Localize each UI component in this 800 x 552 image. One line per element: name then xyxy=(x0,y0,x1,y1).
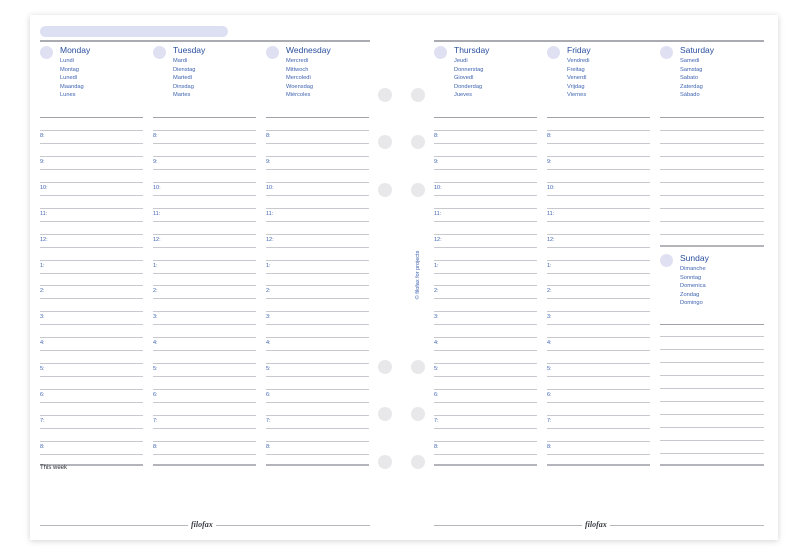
hour-rule xyxy=(266,260,369,261)
hour-rule xyxy=(40,260,143,261)
sunday-rule xyxy=(660,336,764,337)
hour-label: 3: xyxy=(434,314,439,320)
this-week-label: This week xyxy=(40,465,68,471)
ring-hole xyxy=(411,455,425,469)
column-head-rule xyxy=(434,117,537,118)
half-hour-rule xyxy=(434,454,537,455)
hour-label: 12: xyxy=(266,237,274,243)
half-hour-rule xyxy=(153,454,256,455)
hour-label: 4: xyxy=(547,340,552,346)
hour-rule xyxy=(153,337,256,338)
hour-label: 10: xyxy=(153,185,161,191)
hour-rule xyxy=(434,363,537,364)
hour-label: 1: xyxy=(153,263,158,269)
column-base-rule xyxy=(153,464,256,466)
hour-rule xyxy=(266,441,369,442)
hour-label: 4: xyxy=(153,340,158,346)
hour-label: 10: xyxy=(40,185,48,191)
day-tuesday xyxy=(153,46,253,106)
half-hour-rule xyxy=(153,324,256,325)
column-base-rule xyxy=(434,464,537,466)
half-hour-rule xyxy=(153,143,256,144)
hour-rule xyxy=(153,182,256,183)
hour-rule xyxy=(40,130,143,131)
day-translations: Vendredi Freitag Venerdì Vrijdag Viernes xyxy=(567,58,590,99)
saturday-rule xyxy=(660,195,764,196)
hour-label: 2: xyxy=(547,288,552,294)
half-hour-rule xyxy=(434,402,537,403)
half-hour-rule xyxy=(40,273,143,274)
day-thursday xyxy=(434,46,534,106)
half-hour-rule xyxy=(153,376,256,377)
hour-label: 1: xyxy=(266,263,271,269)
day-name: Saturday xyxy=(680,45,715,55)
half-hour-rule xyxy=(266,350,369,351)
hour-rule xyxy=(153,156,256,157)
hour-rule xyxy=(40,337,143,338)
day-translations: Samedi Samstag Sabato Zaterdag Sábado xyxy=(680,58,703,99)
sunday-rule xyxy=(660,388,764,389)
hour-rule xyxy=(547,208,650,209)
hour-rule xyxy=(434,337,537,338)
column-head-rule xyxy=(547,117,650,118)
hour-label: 8: xyxy=(547,444,552,450)
hour-label: 5: xyxy=(153,366,158,372)
half-hour-rule xyxy=(547,298,650,299)
hour-rule xyxy=(434,260,537,261)
hour-label: 8: xyxy=(434,133,439,139)
ring-hole xyxy=(411,360,425,374)
hour-label: 5: xyxy=(547,366,552,372)
hour-label: 11: xyxy=(547,211,555,217)
hour-rule xyxy=(40,441,143,442)
hour-label: 6: xyxy=(547,392,552,398)
half-hour-rule xyxy=(434,428,537,429)
hour-label: 8: xyxy=(40,133,45,139)
ring-hole xyxy=(411,135,425,149)
hour-label: 12: xyxy=(40,237,48,243)
hour-label: 5: xyxy=(434,366,439,372)
half-hour-rule xyxy=(40,428,143,429)
sunday-rule xyxy=(660,427,764,428)
ring-hole xyxy=(378,88,392,102)
ring-hole xyxy=(378,135,392,149)
half-hour-rule xyxy=(40,350,143,351)
day-dot-icon xyxy=(547,46,560,59)
hour-label: 10: xyxy=(266,185,274,191)
hour-label: 8: xyxy=(153,133,158,139)
hour-rule xyxy=(153,208,256,209)
saturday-head-rule xyxy=(660,117,764,118)
hour-rule xyxy=(434,130,537,131)
hour-label: 11: xyxy=(40,211,48,217)
hour-label: 10: xyxy=(434,185,442,191)
half-hour-rule xyxy=(153,169,256,170)
hour-rule xyxy=(434,415,537,416)
hour-label: 5: xyxy=(40,366,45,372)
saturday-rule xyxy=(660,221,764,222)
hour-rule xyxy=(40,285,143,286)
day-translations: Mardi Dienstag Martedì Dinsdag Martes xyxy=(173,58,196,99)
hour-rule xyxy=(547,130,650,131)
day-dot-icon xyxy=(153,46,166,59)
hour-rule xyxy=(547,441,650,442)
hour-rule xyxy=(40,208,143,209)
day-wednesday xyxy=(266,46,366,106)
half-hour-rule xyxy=(153,428,256,429)
hour-label: 12: xyxy=(153,237,161,243)
hour-label: 5: xyxy=(266,366,271,372)
hour-rule xyxy=(434,156,537,157)
half-hour-rule xyxy=(547,143,650,144)
half-hour-rule xyxy=(40,195,143,196)
hour-label: 8: xyxy=(266,444,271,450)
hour-label: 7: xyxy=(153,418,158,424)
half-hour-rule xyxy=(266,169,369,170)
ring-hole xyxy=(378,183,392,197)
hour-label: 6: xyxy=(153,392,158,398)
half-hour-rule xyxy=(434,324,537,325)
hour-rule xyxy=(266,337,369,338)
half-hour-rule xyxy=(40,402,143,403)
hour-label: 8: xyxy=(266,133,271,139)
day-name: Wednesday xyxy=(286,45,331,55)
sunday-rule xyxy=(660,401,764,402)
half-hour-rule xyxy=(434,273,537,274)
half-hour-rule xyxy=(547,169,650,170)
footer-brand-right: filofax xyxy=(582,520,610,529)
day-name: Sunday xyxy=(680,253,709,263)
hour-rule xyxy=(40,311,143,312)
top-rule-left xyxy=(40,40,370,42)
hour-label: 7: xyxy=(40,418,45,424)
hour-rule xyxy=(153,441,256,442)
hour-rule xyxy=(547,363,650,364)
hour-label: 2: xyxy=(434,288,439,294)
half-hour-rule xyxy=(434,143,537,144)
half-hour-rule xyxy=(40,221,143,222)
day-friday xyxy=(547,46,647,106)
saturday-base-rule xyxy=(660,245,764,247)
hour-rule xyxy=(547,260,650,261)
day-translations: Dimanche Sonntag Domenica Zondag Domingo xyxy=(680,266,706,307)
day-dot-icon xyxy=(434,46,447,59)
day-dot-icon xyxy=(660,254,673,267)
hour-label: 3: xyxy=(40,314,45,320)
half-hour-rule xyxy=(547,247,650,248)
hour-rule xyxy=(547,311,650,312)
ring-hole xyxy=(411,183,425,197)
hour-label: 4: xyxy=(40,340,45,346)
half-hour-rule xyxy=(153,402,256,403)
sunday-rule xyxy=(660,362,764,363)
half-hour-rule xyxy=(434,169,537,170)
half-hour-rule xyxy=(434,350,537,351)
half-hour-rule xyxy=(40,454,143,455)
hour-label: 8: xyxy=(434,444,439,450)
week-label-bar xyxy=(40,26,228,37)
day-name: Friday xyxy=(567,45,591,55)
half-hour-rule xyxy=(40,247,143,248)
half-hour-rule xyxy=(40,169,143,170)
hour-rule xyxy=(266,156,369,157)
half-hour-rule xyxy=(547,195,650,196)
half-hour-rule xyxy=(153,247,256,248)
hour-label: 1: xyxy=(434,263,439,269)
ring-hole xyxy=(378,455,392,469)
hour-rule xyxy=(434,234,537,235)
hour-rule xyxy=(547,285,650,286)
hour-rule xyxy=(547,156,650,157)
sunday-base-rule xyxy=(660,464,764,466)
hour-rule xyxy=(547,389,650,390)
hour-rule xyxy=(434,208,537,209)
ring-hole xyxy=(411,407,425,421)
hour-label: 9: xyxy=(153,159,158,165)
half-hour-rule xyxy=(434,376,537,377)
column-head-rule xyxy=(153,117,256,118)
half-hour-rule xyxy=(547,221,650,222)
hour-label: 12: xyxy=(547,237,555,243)
ring-hole xyxy=(411,88,425,102)
half-hour-rule xyxy=(547,350,650,351)
half-hour-rule xyxy=(153,273,256,274)
hour-label: 7: xyxy=(434,418,439,424)
saturday-rule xyxy=(660,182,764,183)
half-hour-rule xyxy=(40,376,143,377)
hour-rule xyxy=(266,208,369,209)
half-hour-rule xyxy=(434,195,537,196)
column-head-rule xyxy=(266,117,369,118)
hour-label: 9: xyxy=(40,159,45,165)
sunday-rule xyxy=(660,453,764,454)
hour-rule xyxy=(266,130,369,131)
hour-label: 12: xyxy=(434,237,442,243)
day-dot-icon xyxy=(660,46,673,59)
day-translations: Mercredi Mittwoch Mercoledì Woensdag Miércoles xyxy=(286,58,314,99)
saturday-rule xyxy=(660,234,764,235)
hour-rule xyxy=(40,182,143,183)
hour-label: 9: xyxy=(547,159,552,165)
hour-label: 8: xyxy=(40,444,45,450)
hour-rule xyxy=(266,389,369,390)
hour-label: 3: xyxy=(547,314,552,320)
half-hour-rule xyxy=(153,298,256,299)
half-hour-rule xyxy=(266,454,369,455)
half-hour-rule xyxy=(266,143,369,144)
column-base-rule xyxy=(266,464,369,466)
day-name: Monday xyxy=(60,45,91,55)
hour-label: 8: xyxy=(153,444,158,450)
hour-label: 2: xyxy=(266,288,271,294)
half-hour-rule xyxy=(547,402,650,403)
sunday-head-rule xyxy=(660,324,764,325)
hour-rule xyxy=(153,363,256,364)
hour-label: 9: xyxy=(266,159,271,165)
day-name: Tuesday xyxy=(173,45,206,55)
half-hour-rule xyxy=(153,195,256,196)
hour-rule xyxy=(547,234,650,235)
day-name: Thursday xyxy=(454,45,490,55)
day-translations: Jeudi Donnerstag Giovedì Donderdag Jueves xyxy=(454,58,484,99)
ring-hole xyxy=(378,360,392,374)
hour-label: 6: xyxy=(434,392,439,398)
hour-rule xyxy=(153,234,256,235)
hour-rule xyxy=(434,285,537,286)
hour-rule xyxy=(266,415,369,416)
hour-label: 6: xyxy=(40,392,45,398)
hour-label: 4: xyxy=(266,340,271,346)
half-hour-rule xyxy=(40,324,143,325)
saturday-rule xyxy=(660,169,764,170)
half-hour-rule xyxy=(266,273,369,274)
half-hour-rule xyxy=(266,247,369,248)
half-hour-rule xyxy=(266,376,369,377)
hour-rule xyxy=(40,156,143,157)
half-hour-rule xyxy=(266,324,369,325)
hour-label: 10: xyxy=(547,185,555,191)
half-hour-rule xyxy=(434,298,537,299)
half-hour-rule xyxy=(40,298,143,299)
hour-label: 11: xyxy=(153,211,161,217)
saturday-rule xyxy=(660,143,764,144)
half-hour-rule xyxy=(40,143,143,144)
column-base-rule xyxy=(547,464,650,466)
hour-rule xyxy=(153,285,256,286)
hour-label: 4: xyxy=(434,340,439,346)
hour-label: 11: xyxy=(266,211,274,217)
day-monday xyxy=(40,46,140,106)
half-hour-rule xyxy=(434,247,537,248)
hour-label: 11: xyxy=(434,211,442,217)
day-dot-icon xyxy=(40,46,53,59)
half-hour-rule xyxy=(434,221,537,222)
hour-label: 8: xyxy=(547,133,552,139)
hour-rule xyxy=(266,311,369,312)
hour-label: 3: xyxy=(266,314,271,320)
hour-rule xyxy=(153,389,256,390)
ring-hole xyxy=(378,407,392,421)
half-hour-rule xyxy=(153,221,256,222)
sunday-rule xyxy=(660,414,764,415)
hour-rule xyxy=(547,182,650,183)
hour-label: 1: xyxy=(40,263,45,269)
hour-rule xyxy=(547,337,650,338)
hour-label: 1: xyxy=(547,263,552,269)
hour-rule xyxy=(153,311,256,312)
half-hour-rule xyxy=(547,273,650,274)
hour-rule xyxy=(434,441,537,442)
hour-rule xyxy=(40,415,143,416)
day-dot-icon xyxy=(266,46,279,59)
half-hour-rule xyxy=(153,350,256,351)
hour-label: 9: xyxy=(434,159,439,165)
top-rule-right xyxy=(434,40,764,42)
hour-label: 2: xyxy=(40,288,45,294)
hour-rule xyxy=(153,130,256,131)
hour-rule xyxy=(434,182,537,183)
hour-rule xyxy=(266,285,369,286)
hour-rule xyxy=(266,363,369,364)
hour-rule xyxy=(434,311,537,312)
hour-rule xyxy=(547,415,650,416)
hour-rule xyxy=(434,389,537,390)
hour-label: 7: xyxy=(547,418,552,424)
hour-label: 7: xyxy=(266,418,271,424)
half-hour-rule xyxy=(266,428,369,429)
half-hour-rule xyxy=(547,376,650,377)
half-hour-rule xyxy=(266,221,369,222)
day-sunday xyxy=(660,254,760,314)
hour-label: 2: xyxy=(153,288,158,294)
hour-label: 6: xyxy=(266,392,271,398)
saturday-rule xyxy=(660,156,764,157)
sunday-rule xyxy=(660,440,764,441)
hour-rule xyxy=(40,389,143,390)
hour-rule xyxy=(266,234,369,235)
half-hour-rule xyxy=(266,402,369,403)
half-hour-rule xyxy=(547,428,650,429)
hour-rule xyxy=(153,260,256,261)
column-head-rule xyxy=(40,117,143,118)
saturday-rule xyxy=(660,130,764,131)
half-hour-rule xyxy=(547,324,650,325)
day-saturday xyxy=(660,46,760,106)
half-hour-rule xyxy=(547,454,650,455)
saturday-rule xyxy=(660,208,764,209)
footer-brand-left: filofax xyxy=(188,520,216,529)
hour-rule xyxy=(40,363,143,364)
sunday-rule xyxy=(660,375,764,376)
hour-rule xyxy=(40,234,143,235)
day-translations: Lundi Montag Lunedì Maandag Lunes xyxy=(60,58,84,99)
hour-label: 3: xyxy=(153,314,158,320)
sunday-rule xyxy=(660,349,764,350)
hour-rule xyxy=(153,415,256,416)
hour-rule xyxy=(266,182,369,183)
half-hour-rule xyxy=(266,195,369,196)
half-hour-rule xyxy=(266,298,369,299)
vertical-brand-mark: © filofax for projects xyxy=(415,250,421,300)
